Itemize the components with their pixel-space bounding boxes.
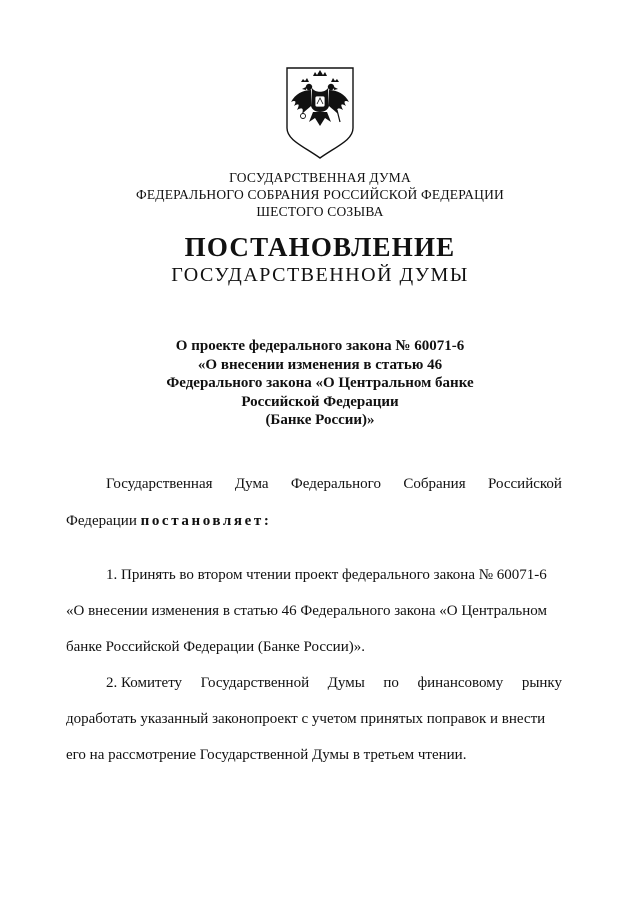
subject-line-1: О проекте федерального закона № 60071-6 — [175, 338, 465, 354]
preamble-word: Государственная — [106, 476, 213, 492]
subject-line-5: (Банке России)» — [265, 412, 375, 429]
item1-line-2: «О внесении изменения в статью 46 Федерального закона «О Центральном — [66, 603, 547, 619]
item2-word: финансовому — [417, 675, 504, 691]
item2-line-1 — [106, 675, 562, 692]
item1-line-1: 1. Принять во втором чтении проект федерального закона № 60071-6 — [106, 567, 547, 583]
subject-line-4: Российской Федерации — [241, 393, 399, 410]
subject-line-2: «О внесении изменения в статью 46 — [197, 356, 443, 373]
item2-word: Думы — [327, 675, 365, 691]
document-subtitle: ГОСУДАРСТВЕННОЙ ДУМЫ — [171, 264, 469, 286]
header-line-1: ГОСУДАРСТВЕННАЯ ДУМА — [229, 170, 411, 185]
document-title: ПОСТАНОВЛЕНИЕ — [184, 232, 456, 262]
item2-line-3: его на рассмотрение Государственной Думы в третьем чтении. — [66, 747, 467, 763]
preamble-word: Федерального — [290, 476, 381, 492]
item2-line-2: доработать указанный законопроект с учетом принятых поправок и внести — [66, 711, 546, 727]
preamble-line-2 — [66, 513, 271, 530]
subject-line-3: Федерального закона «О Центральном банке — [166, 375, 474, 392]
preamble-text: Федерации — [66, 513, 141, 529]
item2-word: Государственной — [200, 675, 310, 691]
item2-word: 2. Комитету — [106, 675, 183, 691]
preamble-line-1 — [106, 476, 562, 493]
preamble-word: Российской — [488, 476, 562, 492]
resolves-keyword: постановляет: — [140, 513, 272, 529]
resolution-subject — [0, 337, 640, 430]
state-emblem-icon — [285, 66, 355, 160]
preamble-word: Дума — [234, 476, 269, 492]
header-line-3: ШЕСТОГО СОЗЫВА — [256, 204, 384, 219]
item2-word: по — [383, 675, 399, 691]
item2-word: рынку — [521, 675, 562, 691]
item1-line-3: банке Российской Федерации (Банке России)». — [66, 639, 365, 655]
header-line-2: ФЕДЕРАЛЬНОГО СОБРАНИЯ РОССИЙСКОЙ ФЕДЕРАЦИИ — [136, 187, 504, 202]
preamble-word: Собрания — [403, 476, 466, 492]
